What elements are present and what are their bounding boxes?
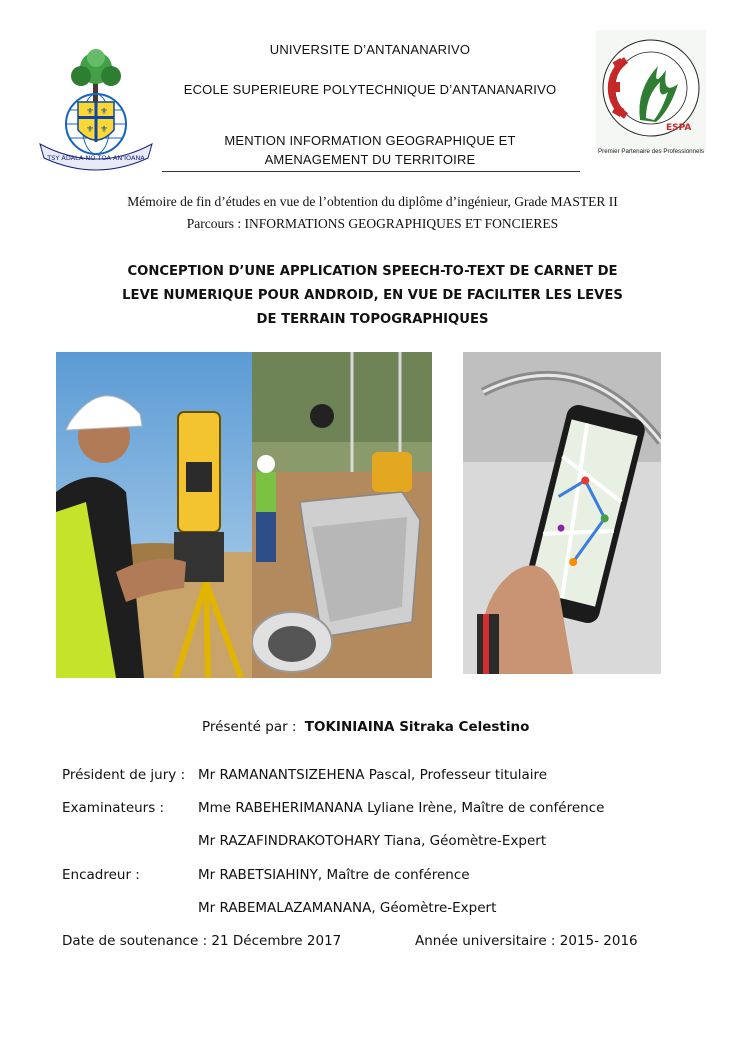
examinateurs-label: Examinateurs : xyxy=(62,800,165,816)
espa-caption: Premier Partenaire des Professionnels xyxy=(598,148,704,155)
svg-text:⚜: ⚜ xyxy=(100,125,109,135)
encadreur-label: Encadreur : xyxy=(62,867,140,883)
school-name: ECOLE SUPERIEURE POLYTECHNIQUE D’ANTANANARIVO xyxy=(183,82,557,97)
photo-smartphone xyxy=(463,352,661,674)
espa-logo xyxy=(596,30,706,160)
university-motto: TSY ADALA NO TOA AN'IOANA xyxy=(47,154,145,162)
thesis-title-line3: DE TERRAIN TOPOGRAPHIQUES xyxy=(256,312,489,327)
mention-line1: MENTION INFORMATION GEOGRAPHIQUE ET xyxy=(224,133,516,148)
date-soutenance: Date de soutenance : 21 Décembre 2017 xyxy=(62,933,342,949)
thesis-title-line1: CONCEPTION D’UNE APPLICATION SPEECH-TO-TEXT DE CARNET DE xyxy=(127,264,618,279)
mention-line2: AMENAGEMENT DU TERRITOIRE xyxy=(264,152,476,167)
encadreur-2: Mr RABEMALAZAMANANA, Géomètre-Expert xyxy=(198,900,497,916)
photo-surveyor xyxy=(56,352,252,678)
president-name: Mr RAMANANTSIZEHENA Pascal, Professeur titulaire xyxy=(198,767,548,783)
svg-text:⚜: ⚜ xyxy=(100,107,109,117)
examinateur-2: Mr RAZAFINDRAKOTOHARY Tiana, Géomètre-Expert xyxy=(198,833,547,849)
svg-text:⚜: ⚜ xyxy=(86,125,95,135)
annee-universitaire: Année universitaire : 2015- 2016 xyxy=(415,933,638,949)
thesis-title xyxy=(40,260,705,332)
university-logo xyxy=(36,46,156,172)
memoire-line2: Parcours : INFORMATIONS GEOGRAPHIQUES ET FONCIERES xyxy=(186,216,559,231)
presenter-name: TOKINIAINA Sitraka Celestino xyxy=(304,719,530,735)
presenter-line xyxy=(202,719,529,735)
svg-text:⚜: ⚜ xyxy=(86,107,95,117)
photo-construction xyxy=(252,352,432,678)
university-name: UNIVERSITE D’ANTANANARIVO xyxy=(269,42,471,57)
encadreur-1: Mr RABETSIAHINY, Maître de conférence xyxy=(198,867,470,883)
examinateur-1: Mme RABEHERIMANANA Lyliane Irène, Maître de conférence xyxy=(198,800,605,816)
espa-mark: ESPA xyxy=(666,123,692,133)
memoire-line1: Mémoire de fin d’études en vue de l’obtention du diplôme d’ingénieur, Grade MASTER II xyxy=(127,194,618,209)
president-label: Président de jury : xyxy=(62,767,186,783)
thesis-title-line2: LEVE NUMERIQUE POUR ANDROID, EN VUE DE FACILITER LES LEVES xyxy=(122,288,623,303)
presenter-label: Présenté par : xyxy=(202,719,297,735)
header-rule xyxy=(162,171,580,172)
